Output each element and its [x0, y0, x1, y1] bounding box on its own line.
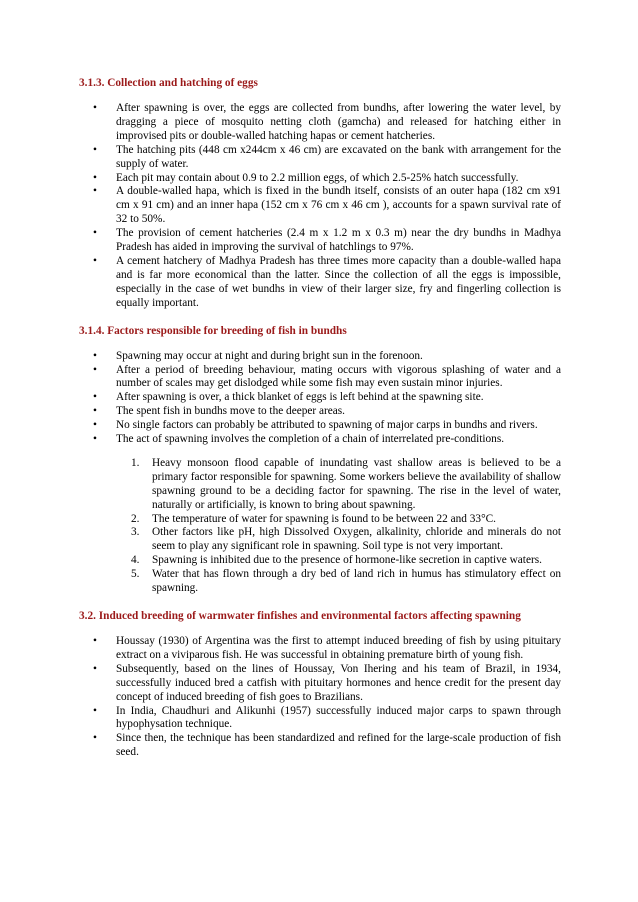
collection-bullet-list [79, 102, 561, 311]
list-item: • After spawning is over, the eggs are collected from bundhs, after lowering the water level, by dragging a piece of mosquito netting cloth (gamcha) and released for hatching either in improvised pits or double-walled hatching hapas or cement hatcheries. [79, 102, 561, 144]
bullet-icon: • [93, 143, 97, 156]
list-item: • After spawning is over, a thick blanket of eggs is left behind at the spawning site. [79, 391, 561, 405]
section-heading-3-1-3: 3.1.3. Collection and hatching of eggs [79, 77, 258, 89]
bullet-icon: • [93, 391, 97, 404]
list-item: • No single factors can probably be attributed to spawning of major carps in bundhs and rivers. [79, 419, 561, 433]
bullet-icon: • [93, 405, 97, 418]
list-item: 5. Water that has flown through a dry bed of land rich in humus has stimulatory effect on spawning. [131, 568, 561, 595]
list-item: • The act of spawning involves the completion of a chain of interrelated pre-conditions. [79, 433, 561, 447]
bullet-icon: • [93, 349, 97, 362]
list-item: • A double-walled hapa, which is fixed in the bundh itself, consists of an outer hapa (182 cm x91 cm x 91 cm) and an inner hapa (152 cm x 76 cm x 46 cm ), accounts for a spawn survival rate of 32 to 50%. [79, 185, 561, 227]
bullet-icon: • [93, 254, 97, 267]
list-item: 2. The temperature of water for spawning is found to be between 22 and 33°C. [131, 512, 496, 525]
list-item: 1. Heavy monsoon flood capable of inundating vast shallow areas is believed to be a primary factor responsible for spawning. Some workers believe the availability of shallow spawning ground to be a deciding factor for spawning. The rise in the level of water, naturally or artificially, is known to bring about spawning. [131, 456, 561, 511]
factors-bullet-list [79, 350, 561, 447]
induced-breeding-bullet-list [79, 635, 561, 760]
bullet-icon: • [93, 419, 97, 432]
document-body [79, 76, 561, 760]
section-heading-3-2: 3.2. Induced breeding of warmwater finfishes and environmental factors affecting spawning [79, 610, 521, 622]
list-item: • Spawning may occur at night and during bright sun in the forenoon. [79, 350, 561, 364]
list-item: • Since then, the technique has been standardized and refined for the large-scale production of fish seed. [79, 732, 561, 760]
bullet-icon: • [93, 732, 97, 745]
bullet-icon: • [93, 635, 97, 647]
list-item: • The provision of cement hatcheries (2.4 m x 1.2 m x 0.3 m) near the dry bundhs in Madhya Pradesh has aided in improving the survival of hatchlings to 97%. [79, 227, 561, 255]
list-item: • A cement hatchery of Madhya Pradesh has three times more capacity than a double-walled hapa and is far more economical than the latter. Since the collection of all the eggs is impossible, especially in the case of wet bundhs in view of their larger size, fry and fingerling collection is equally important. [79, 255, 561, 311]
bullet-icon: • [93, 433, 97, 446]
list-item: • The spent fish in bundhs move to the deeper areas. [79, 405, 561, 419]
list-item: 4. Spawning is inhibited due to the presence of hormone-like secretion in captive waters. [131, 554, 542, 567]
bullet-icon: • [93, 185, 97, 198]
list-item: • After a period of breeding behaviour, mating occurs with vigorous splashing of water and a number of scales may get dislodged while some fish may even sustain minor injuries. [79, 364, 561, 392]
list-item: • Each pit may contain about 0.9 to 2.2 million eggs, of which 2.5-25% hatch successfully. [79, 172, 561, 186]
bullet-icon: • [93, 171, 97, 184]
bullet-icon: • [93, 227, 97, 240]
section-heading-3-1-4: 3.1.4. Factors responsible for breeding of fish in bundhs [79, 324, 347, 337]
list-item: 3. Other factors like pH, high Dissolved Oxygen, alkalinity, chloride and minerals do not seem to play any significant role in spawning. Soil type is not very important. [131, 526, 561, 553]
preconditions-numbered-list [79, 457, 561, 596]
bullet-icon: • [93, 102, 97, 114]
list-item: • Subsequently, based on the lines of Houssay, Von Ihering and his team of Brazil, in 1934, successfully induced bred a catfish with pituitary hormones and hence credit for the present day concept of induced breeding of fish goes to Brazilians. [79, 663, 561, 705]
list-item: • The hatching pits (448 cm x244cm x 46 cm) are excavated on the bank with arrangement for the supply of water. [79, 144, 561, 172]
bullet-icon: • [93, 662, 97, 675]
list-item: • Houssay (1930) of Argentina was the first to attempt induced breeding of fish by using pituitary extract on a viviparous fish. He was successful in obtaining premature birth of young fish. [79, 635, 561, 663]
bullet-icon: • [93, 704, 97, 717]
list-item: • In India, Chaudhuri and Alikunhi (1957) successfully induced major carps to spawn through hypophysation technique. [79, 705, 561, 733]
bullet-icon: • [93, 363, 97, 376]
